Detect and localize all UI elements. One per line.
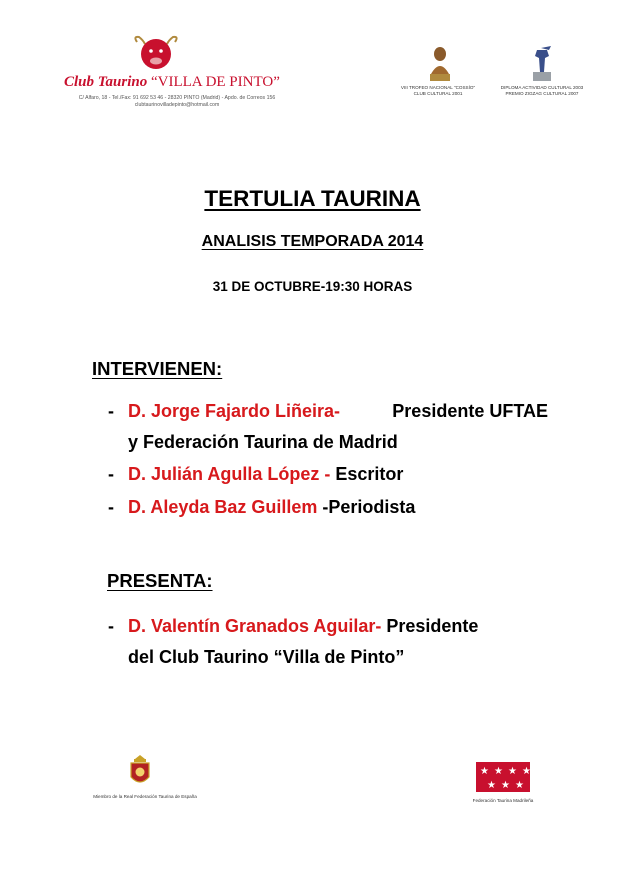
event-datetime: 31 DE OCTUBRE-19:30 HORAS [212,279,413,294]
speakers-heading: INTERVIENEN: [92,358,223,379]
speaker-name: D. Jorge Fajardo Liñeira- [128,401,341,421]
ftm-caption: Federación Taurina Madrileña [472,798,534,803]
speaker-role: Escritor [330,464,404,484]
svg-text:★: ★ [522,766,531,777]
award2-caption: DIPLOMA ACTIVIDAD CULTURAL 2003 PREMIO ZIGZAG CULTURAL 2007 [500,85,584,96]
speaker-name: D. Julián Agulla López - [128,464,331,484]
presenter-role: Presidente [381,616,479,636]
club-address [62,95,292,109]
madrid-flag-icon [476,762,530,792]
trophy-bust-icon [425,44,455,84]
rfte-caption: Miembro de la Real Federación Taurina de España [93,794,197,799]
speaker-role: Presidente UFTAE [392,401,548,421]
bull-logo-icon [131,34,181,74]
speaker-item: - D. Jorge Fajardo Liñeira- Presidente UFTAE y Federación Taurina de Madrid [108,396,568,458]
rfte-emblem-icon [127,755,153,789]
speaker-item: - D. Aleyda Baz Guillem -Periodista [108,497,416,517]
presenter-role-cont: del Club Taurino “Villa de Pinto” [128,647,405,667]
event-title: TERTULIA TAURINA [204,186,421,211]
svg-text:★: ★ [501,780,510,791]
svg-text:★: ★ [494,766,503,777]
presenter-item: - D. Valentín Granados Aguilar- Presidente del Club Taurino “Villa de Pinto” [108,611,568,673]
speaker-role-cont: y Federación Taurina de Madrid [128,432,398,452]
svg-text:★: ★ [508,766,517,777]
award1-caption: VIII TROFEO NACIONAL "COSSÍO" CLUB CULTURAL 2001 [400,85,476,96]
event-subtitle: ANALISIS TEMPORADA 2014 [201,233,424,250]
speaker-name: D. Aleyda Baz Guillem [128,497,318,517]
speaker-role: -Periodista [317,497,416,517]
presenter-heading: PRESENTA: [107,570,213,591]
email-line: clubtaurinovilladepinto@hotmail.com [134,102,220,108]
svg-text:★: ★ [480,766,489,777]
club-name: Club Taurino “VILLA DE PINTO” [64,74,280,90]
speaker-item: - D. Julián Agulla López - Escritor [108,464,404,484]
trophy-statue-icon [527,44,557,84]
svg-text:★: ★ [515,780,524,791]
address-line: C/ Alfaro, 18 - Tel./Fax: 91 692 53 46 - 28320 PINTO (Madrid) - Apdo. de Correos 156 [78,95,276,101]
svg-text:★: ★ [487,780,496,791]
presenter-name: D. Valentín Granados Aguilar- [128,616,382,636]
